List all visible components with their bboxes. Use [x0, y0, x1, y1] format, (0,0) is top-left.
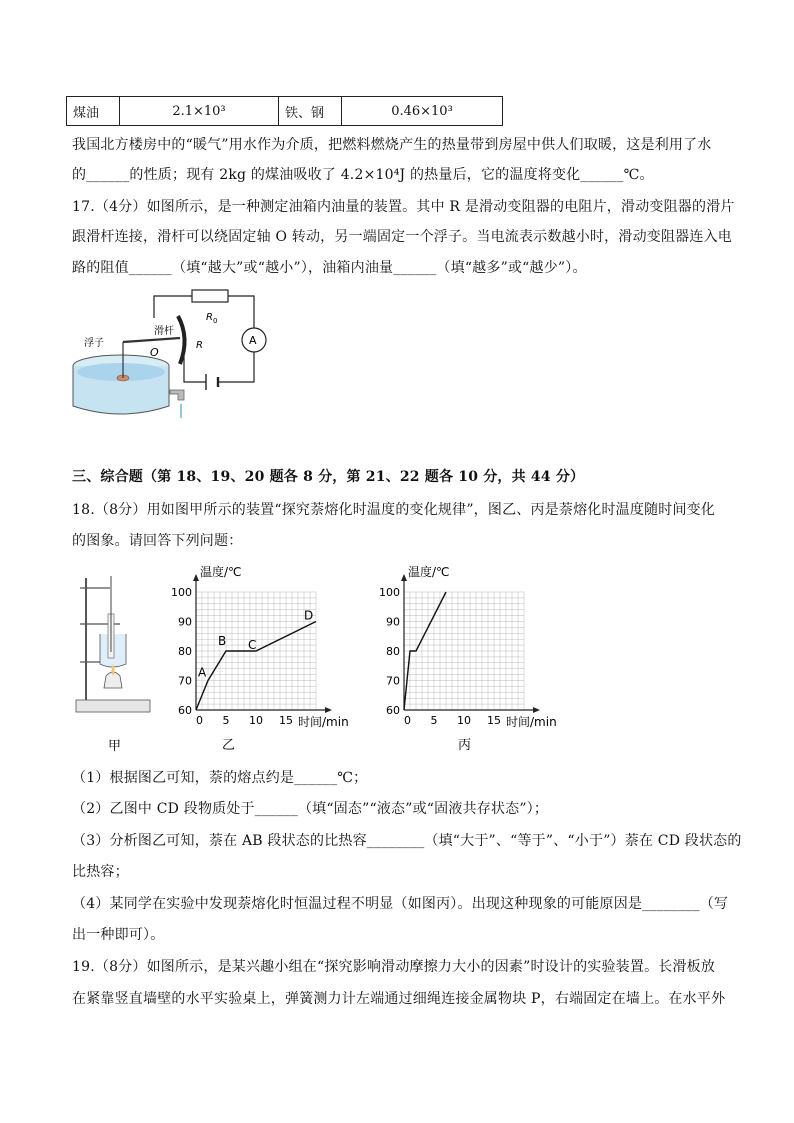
q16-line1: 我国北方楼房中的“暖气”用水作为介质，把燃料燃烧产生的热量带到房屋中供人们取暖，这是利用了水 — [72, 137, 712, 153]
q18-sub3b: 比热容； — [72, 864, 129, 880]
y-tick-label: 100 — [171, 586, 192, 599]
y-axis-arrow — [193, 574, 199, 581]
tap — [170, 390, 184, 400]
table-cell: 0.46×10³ — [342, 97, 503, 126]
y-tick-label: 60 — [178, 704, 192, 717]
float-label: 浮子 — [84, 338, 104, 349]
chart-bing — [368, 562, 578, 754]
x-axis-arrow — [325, 707, 332, 713]
x-tick-label: 15 — [279, 714, 293, 727]
point-label: D — [304, 608, 314, 623]
q18-line2: 的图象。请回答下列问题： — [72, 533, 243, 549]
q18-sub3a: （3）分析图乙可知，萘在 AB 段状态的比热容________（填“大于”、“等于”、“小于”）萘在 CD 段状态的 — [72, 833, 742, 849]
q18-line1: 18.（8分）用如图甲所示的装置“探究萘熔化时温度的变化规律”，图乙、丙是萘熔化时温度随时间变化 — [72, 502, 716, 518]
point-label: B — [218, 634, 227, 648]
label-bing: 丙 — [458, 738, 472, 753]
q17-line3: 路的阻值______（填“越大”或“越小”），油箱内油量______（填“越多”或“越少”）。 — [72, 260, 587, 276]
chart-grid — [404, 592, 524, 710]
y-tick-label: 70 — [386, 674, 400, 688]
y-tick-label: 90 — [386, 615, 400, 629]
label-jia: 甲 — [108, 739, 122, 754]
x-axis-label: 时间/min — [298, 715, 349, 729]
y-axis-label: 温度/℃ — [408, 565, 450, 579]
resistor-label: R — [196, 340, 203, 351]
rod-label: 滑杆 — [154, 326, 174, 337]
x-axis-label: 时间/min — [506, 715, 557, 729]
x-axis-arrow — [533, 707, 540, 713]
specific-heat-table — [66, 96, 503, 126]
x-tick-label: 10 — [249, 714, 263, 727]
chart-yi — [160, 562, 370, 754]
q18-sub2: （2）乙图中 CD 段物质处于______（填“固态”“液态”或“固液共存状态”）； — [72, 801, 549, 817]
x-tick-label: 0 — [404, 714, 411, 727]
slider-rod — [123, 338, 180, 342]
y-tick-label: 80 — [178, 645, 192, 658]
q19-line2: 在紧靠竖直墙壁的水平实验桌上，弹簧测力计左端通过细绳连接金属物块 P，右端固定在墙上。在水平外 — [72, 991, 726, 1007]
r0-subscript: 0 — [213, 317, 218, 325]
y-tick-label: 90 — [178, 615, 192, 629]
x-tick-label: 0 — [196, 714, 203, 727]
r0-label: R — [206, 312, 213, 323]
table-row — [67, 97, 503, 126]
table-cell: 2.1×10³ — [120, 97, 279, 126]
apparatus-figure — [70, 572, 160, 762]
q17-line1: 17.（4分）如图所示，是一种测定油箱内油量的装置。其中 R 是滑动变阻器的电阻片，滑动变阻器的滑片 — [72, 199, 735, 215]
section3-heading: 三、综合题（第 18、19、20 题各 8 分，第 21、22 题各 10 分，共 44 分） — [72, 469, 585, 485]
y-tick-label: 60 — [386, 704, 400, 717]
point-label: A — [198, 665, 207, 680]
ammeter-label: A — [249, 334, 257, 347]
table-cell: 铁、钢 — [279, 97, 342, 126]
x-tick-label: 10 — [457, 714, 471, 727]
q18-sub1: （1）根据图乙可知，萘的熔点约是______℃； — [72, 770, 368, 786]
y-tick-label: 100 — [379, 586, 400, 599]
q16-line2: 的______的性质；现有 2kg 的煤油吸收了 4.2×10⁴J 的热量后，它的温度将变化______℃。 — [72, 167, 654, 183]
q18-sub4b: 出一种即可）。 — [72, 927, 165, 943]
oil-gauge-figure — [66, 286, 276, 426]
y-axis-arrow — [401, 574, 407, 581]
r0-resistor — [192, 290, 228, 302]
variable-resistor — [178, 316, 185, 364]
q19-line1: 19.（8分）如图所示，是某兴趣小组在“探究影响滑动摩擦力大小的因素”时设计的实验装置。长滑板放 — [72, 959, 716, 975]
x-tick-label: 5 — [430, 714, 438, 727]
y-tick-label: 70 — [178, 674, 192, 688]
q17-line2: 跟滑杆连接，滑杆可以绕固定轴 O 转动，另一端固定一个浮子。当电流表示数越小时，滑动变阻器连入电 — [72, 229, 732, 245]
x-tick-label: 15 — [487, 714, 501, 727]
table-cell: 煤油 — [67, 97, 120, 126]
y-tick-label: 80 — [386, 645, 400, 658]
x-tick-label: 5 — [222, 714, 230, 727]
point-label: C — [248, 638, 257, 652]
y-axis-label: 温度/℃ — [200, 565, 242, 579]
pivot-label: O — [150, 346, 159, 359]
q18-sub4a: （4）某同学在实验中发现萘熔化时恒温过程不明显（如图丙）。出现这种现象的可能原因是________（写 — [72, 896, 729, 912]
label-yi: 乙 — [222, 738, 236, 753]
